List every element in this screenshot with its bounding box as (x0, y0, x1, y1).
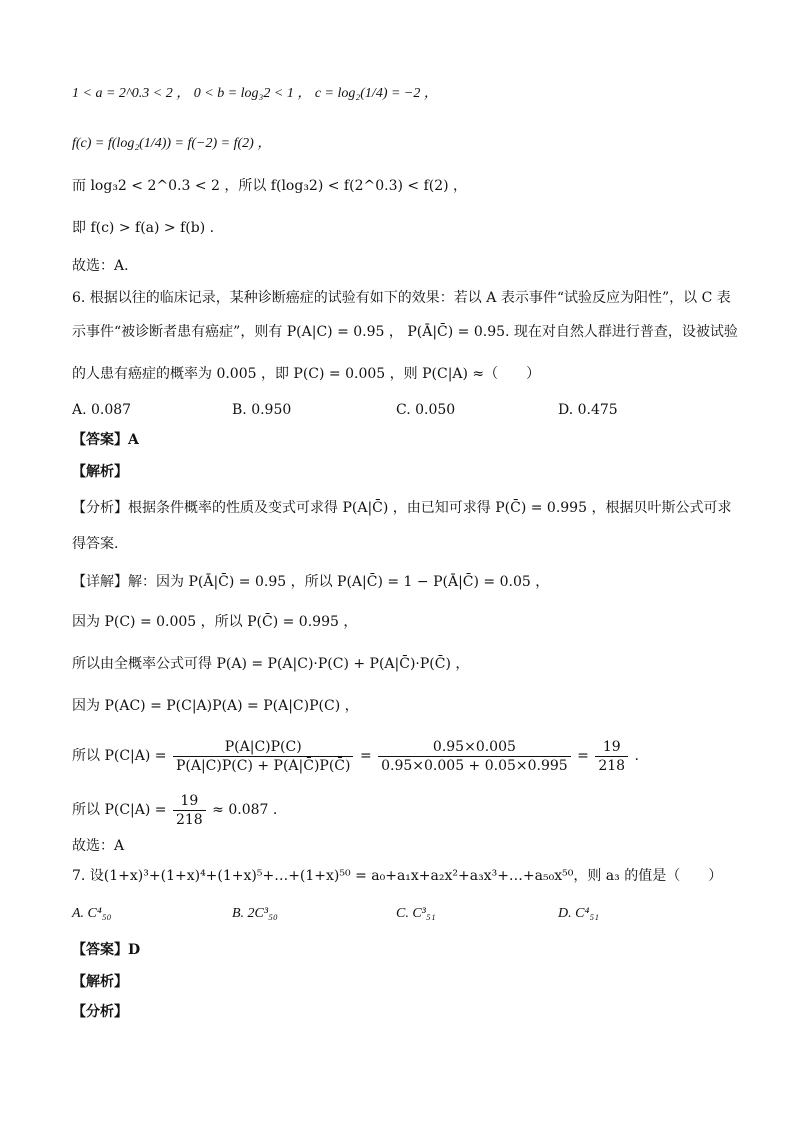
line-4: 即 f(c) > f(a) > f(b) . (72, 220, 215, 236)
equals-sign: = (359, 748, 372, 764)
q6-option-c: C. 0.050 (396, 402, 456, 418)
analysis-label-6: 【解析】 (72, 464, 128, 480)
fraction-numeric-denominator: 0.95×0.005 + 0.05×0.995 (381, 757, 568, 774)
answer-label-6: 【答案】A (72, 432, 139, 448)
fraction-result-numerator: 19 (595, 738, 628, 757)
fraction-numeric-numerator: 0.95×0.005 (378, 738, 571, 757)
q6-option-a: A. 0.087 (72, 402, 132, 418)
fraction-final-numerator: 19 (173, 792, 206, 811)
q7-option-b: B. 2C³₅₀ (232, 906, 278, 921)
question-6-line-1: 6. 根据以往的临床记录，某种诊断癌症的试验有如下的效果：若以 A 表示事件“试验反应为阳性”，以 C 表 (72, 290, 731, 306)
question-6-line-3: 的人患有癌症的概率为 0.005 ，即 P(C) = 0.005 ，则 P(C|A) ≈（ ） (72, 366, 541, 382)
question-7: 7. 设(1+x)³+(1+x)⁴+(1+x)⁵+…+(1+x)⁵⁰ = a₀+a₁x+a₂x²+a₃x³+…+a₅₀x⁵⁰，则 a₃ 的值是（ ） (72, 868, 723, 884)
fraction-final (173, 792, 206, 829)
detail-line-5 (72, 732, 639, 780)
choice-line-6: 故选：A (72, 838, 125, 854)
fraction-result (595, 738, 628, 775)
detail-line-2: 因为 P(C) = 0.005 ，所以 P(C̄) = 0.995 ， (72, 614, 358, 630)
fraction-bayes (173, 738, 354, 775)
detail-line-1: 【详解】解：因为 P(Ā|C̄) = 0.95 ，所以 P(A|C̄) = 1 − P(Ā|C̄) = 0.05 ， (72, 574, 550, 590)
fraction-bayes-denominator: P(A|C)P(C) + P(A|C̄)P(C̄) (175, 757, 351, 774)
detail-line-3: 所以由全概率公式可得 P(A) = P(A|C)·P(C) + P(A|C̄)·P(C̄) ， (72, 656, 470, 672)
q6-option-d: D. 0.475 (558, 402, 618, 418)
analysis-label-7: 【解析】 (72, 974, 128, 990)
detail-5-prefix: 所以 P(C|A) = (72, 748, 167, 764)
question-6-line-2: 示事件“被诊断者患有癌症”，则有 P(A|C) = 0.95 ， P(Ā|C̄) = 0.95. 现在对自然人群进行普查，设被试验 (72, 324, 738, 340)
detail-line-6 (72, 790, 277, 830)
q7-option-d: D. C⁴₅₁ (558, 906, 600, 921)
answer-label-7: 【答案】D (72, 942, 141, 958)
equals-sign: = (577, 748, 589, 764)
analysis-sub-label-7: 【分析】 (72, 1004, 128, 1020)
fraction-numeric (378, 738, 571, 775)
q6-option-b: B. 0.950 (232, 402, 292, 418)
q7-option-c: C. C³₅₁ (396, 906, 436, 921)
detail-line-4: 因为 P(AC) = P(C|A)P(A) = P(A|C)P(C) ， (72, 698, 359, 714)
analysis-line-1: 【分析】根据条件概率的性质及变式可求得 P(A|C̄) ，由已知可求得 P(C̄) = 0.995 ，根据贝叶斯公式可求 (72, 500, 732, 516)
analysis-line-2: 得答案. (72, 536, 119, 552)
fraction-bayes-numerator: P(A|C)P(C) (173, 738, 354, 757)
fraction-result-denominator: 218 (598, 757, 626, 774)
line-5: 故选：A. (72, 258, 129, 274)
fraction-final-denominator: 218 (175, 811, 203, 828)
detail-6-prefix: 所以 P(C|A) = (72, 802, 167, 818)
line-3: 而 log₃2 < 2^0.3 < 2 ，所以 f(log₃2) < f(2^0.3) < f(2) ， (72, 178, 468, 194)
detail-6-suffix: ≈ 0.087 . (212, 802, 278, 818)
line-2: f(c) = f(log₂(1/4)) = f(−2) = f(2) ， (72, 136, 272, 151)
period: . (634, 748, 639, 764)
q7-option-a: A. C⁴₅₀ (72, 906, 112, 921)
line-1: 1 < a = 2^0.3 < 2 ， 0 < b = log₃2 < 1 ， c = log₂(1/4) = −2 ， (72, 86, 438, 101)
